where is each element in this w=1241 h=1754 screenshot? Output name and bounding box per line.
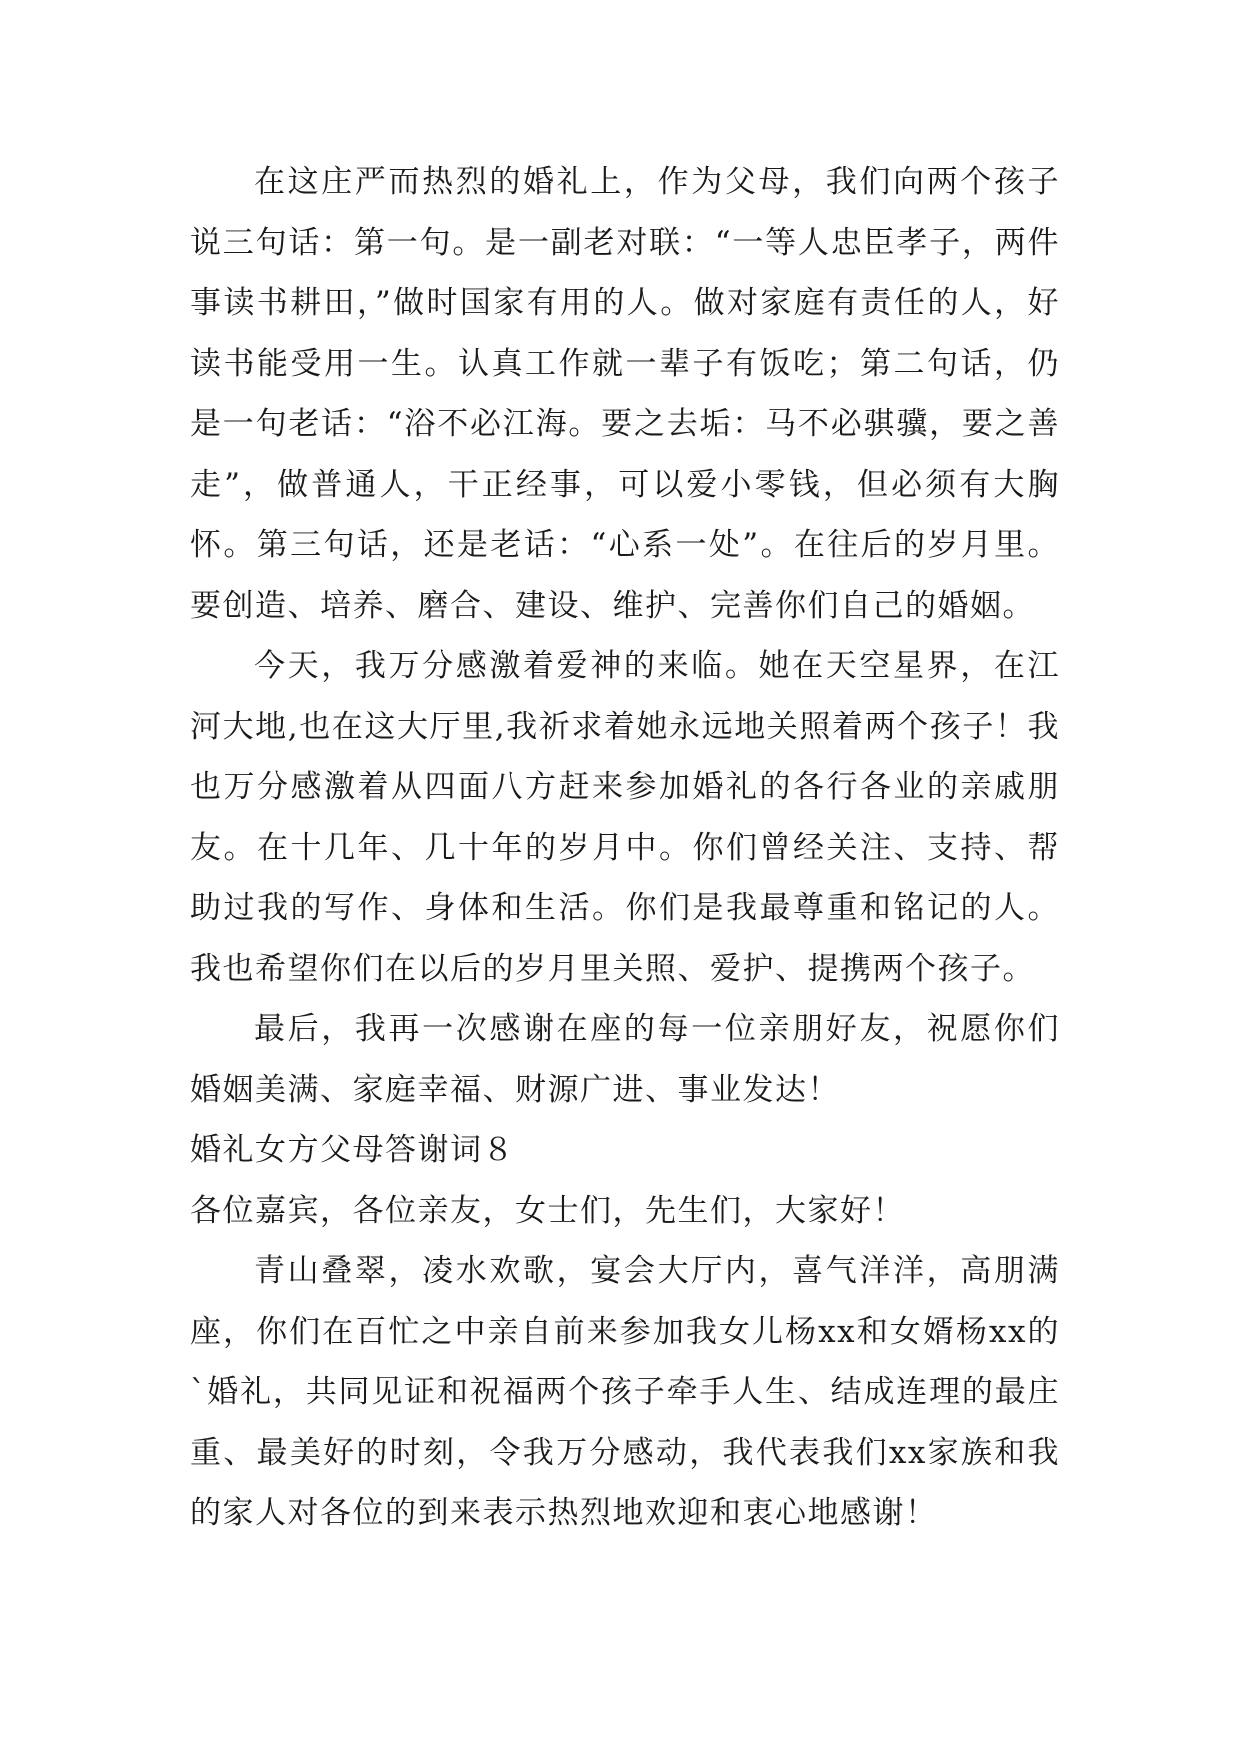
section-title: 婚礼女方父母答谢词８ [190,1132,515,1168]
document-body [190,152,1060,1544]
paragraph-gratitude: 今天，我万分感激着爱神的来临。她在天空星界，在江河大地,也在这大厅里,我祈求着她永远地关照着两个孩子！我也万分感激着从四面八方赶来参加婚礼的各行各业的亲戚朋友。在十几年、几十年的岁月中。你们曾经关注、支持、帮助过我的写作、身体和生活。你们是我最尊重和铭记的人。我也希望你们在以后的岁月里关照、爱护、提携两个孩子。 [190,648,1060,987]
paragraph-three-sayings: 在这庄严而热烈的婚礼上，作为父母，我们向两个孩子说三句话：第一句。是一副老对联：“一等人忠臣孝子，两件事读书耕田，”做时国家有用的人。做对家庭有责任的人，好读书能受用一生。认真工作就一辈子有饭吃；第二句话，仍是一句老话：“浴不必江海。要之去垢：马不必骐骥，要之善走”，做普通人，干正经事，可以爱小零钱，但必须有大胸怀。第三句话，还是老话：“心系一处”。在往后的岁月里。要创造、培养、磨合、建设、维护、完善你们自己的婚姻。 [190,164,1060,624]
greeting-line: 各位嘉宾，各位亲友，女士们，先生们，大家好！ [190,1192,905,1229]
paragraph-closing-wishes: 最后，我再一次感谢在座的每一位亲朋好友，祝愿你们婚姻美满、家庭幸福、财源广进、事业发达！ [190,1011,1060,1108]
paragraph-welcome: 青山叠翠，凌水欢歌，宴会大厅内，喜气洋洋，高朋满座，你们在百忙之中亲自前来参加我女儿杨xx和女婿杨xx的`婚礼，共同见证和祝福两个孩子牵手人生、结成连理的最庄重、最美好的时刻，令我万分感动，我代表我们xx家族和我的家人对各位的到来表示热烈地欢迎和衷心地感谢！ [190,1253,1060,1531]
